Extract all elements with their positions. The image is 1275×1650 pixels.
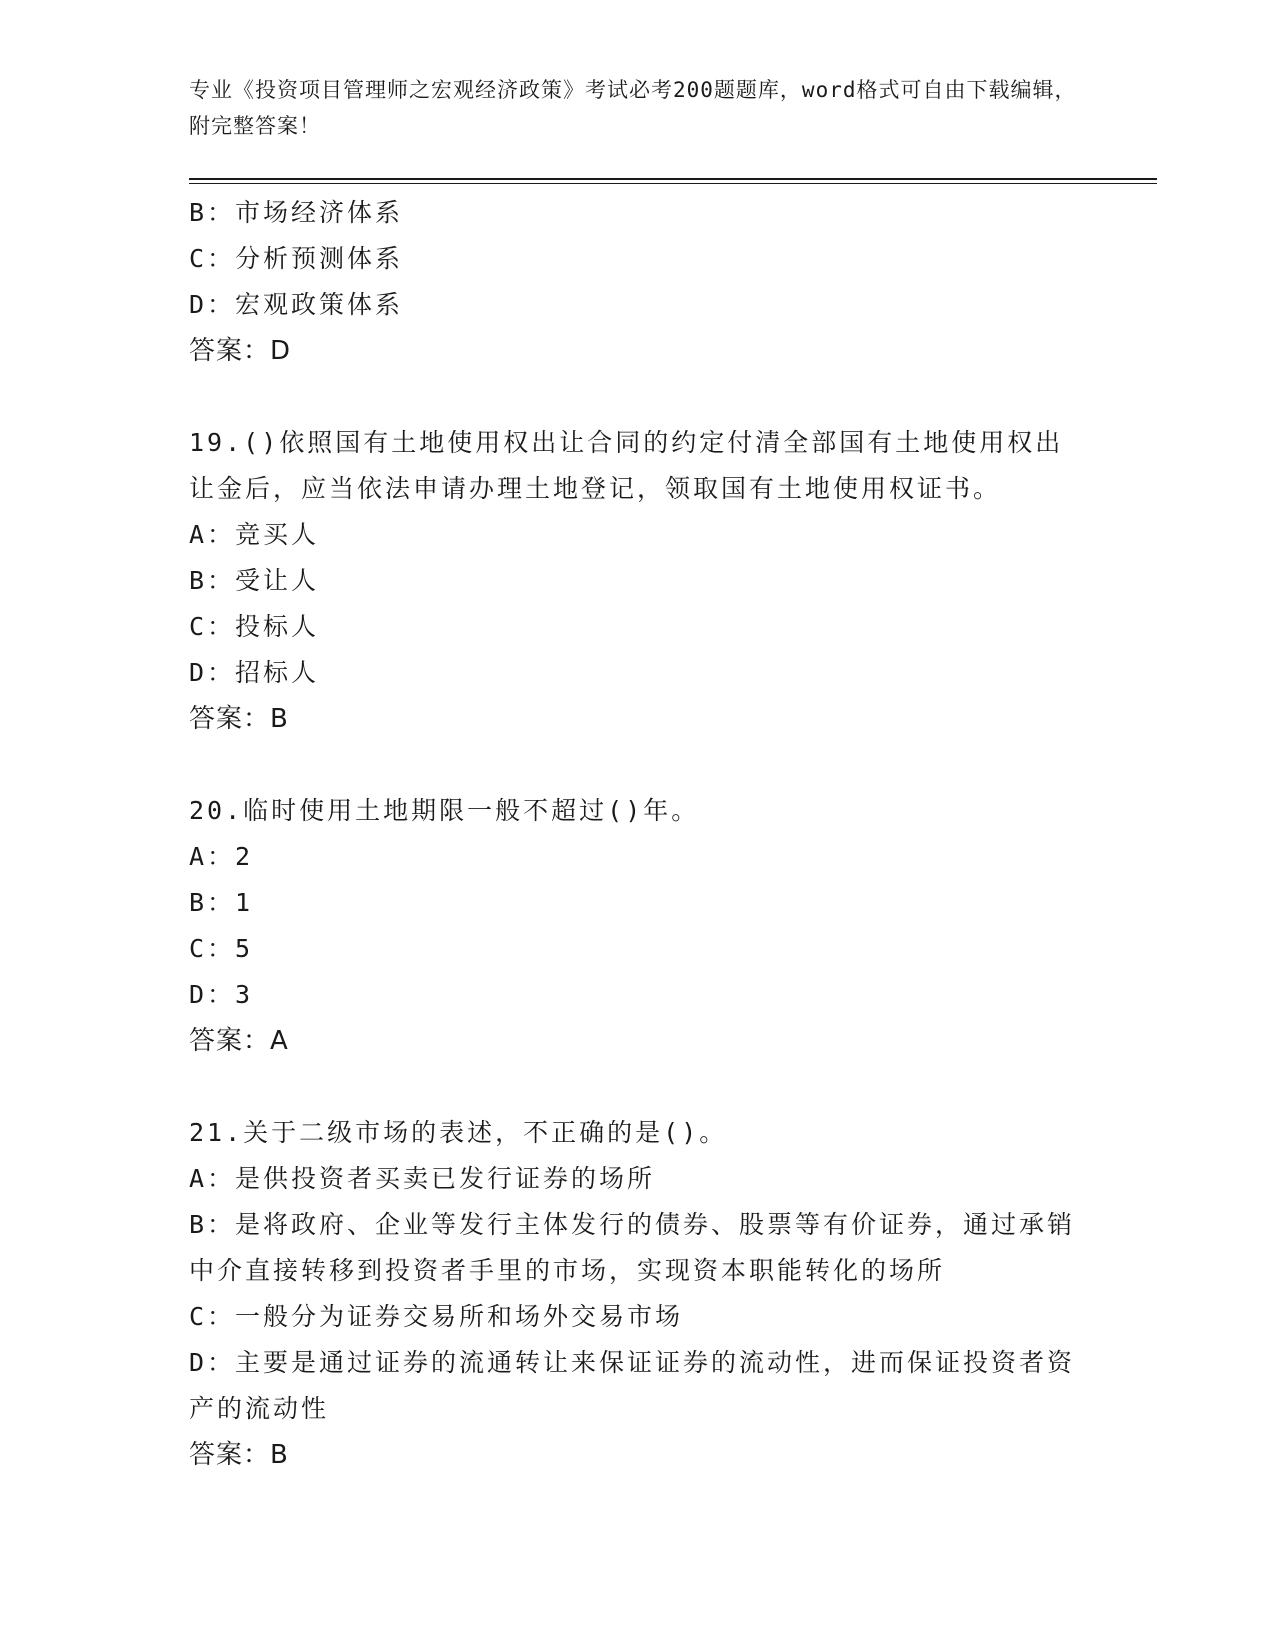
option-b: B：受让人	[189, 566, 320, 595]
carryover-block	[189, 190, 1089, 374]
option-c: C：5	[189, 934, 254, 963]
question-content	[189, 190, 1089, 1478]
option-d: D：3	[189, 980, 254, 1009]
spacer	[189, 1064, 1089, 1110]
option-c: C：分析预测体系	[189, 244, 404, 273]
spacer	[189, 742, 1089, 788]
document-header: 专业《投资项目管理师之宏观经济政策》考试必考200题题库，word格式可自由下载编辑，附完整答案！	[189, 78, 1077, 138]
question-19	[189, 420, 1089, 742]
option-b: B：是将政府、企业等发行主体发行的债券、股票等有价证券，通过承销中介直接转移到投资者手里的市场，实现资本职能转化的场所	[189, 1210, 1076, 1285]
option-c: C：投标人	[189, 612, 320, 641]
question-20	[189, 788, 1089, 1064]
question-21	[189, 1110, 1089, 1478]
option-d: D：招标人	[189, 658, 320, 687]
option-b: B：市场经济体系	[189, 198, 404, 227]
option-a: A：是供投资者买卖已发行证券的场所	[189, 1164, 656, 1193]
answer-line: 答案：B	[189, 704, 289, 734]
header-rule-thin	[189, 183, 1157, 184]
option-d: D：宏观政策体系	[189, 290, 404, 319]
header-rule-thick	[189, 178, 1157, 180]
option-b: B：1	[189, 888, 254, 917]
answer-line: 答案：B	[189, 1440, 289, 1470]
answer-line: 答案：A	[189, 1026, 289, 1056]
answer-line: 答案：D	[189, 336, 292, 366]
option-a: A：竞买人	[189, 520, 320, 549]
option-c: C：一般分为证券交易所和场外交易市场	[189, 1302, 684, 1331]
question-stem: 21.关于二级市场的表述，不正确的是()。	[189, 1118, 728, 1147]
question-stem: 20.临时使用土地期限一般不超过()年。	[189, 796, 700, 825]
spacer	[189, 374, 1089, 420]
option-a: A：2	[189, 842, 254, 871]
question-stem: 19.()依照国有土地使用权出让合同的约定付清全部国有土地使用权出让金后，应当依法申请办理土地登记，领取国有土地使用权证书。	[189, 428, 1064, 503]
option-d: D：主要是通过证券的流通转让来保证证券的流动性，进而保证投资者资产的流动性	[189, 1348, 1076, 1423]
